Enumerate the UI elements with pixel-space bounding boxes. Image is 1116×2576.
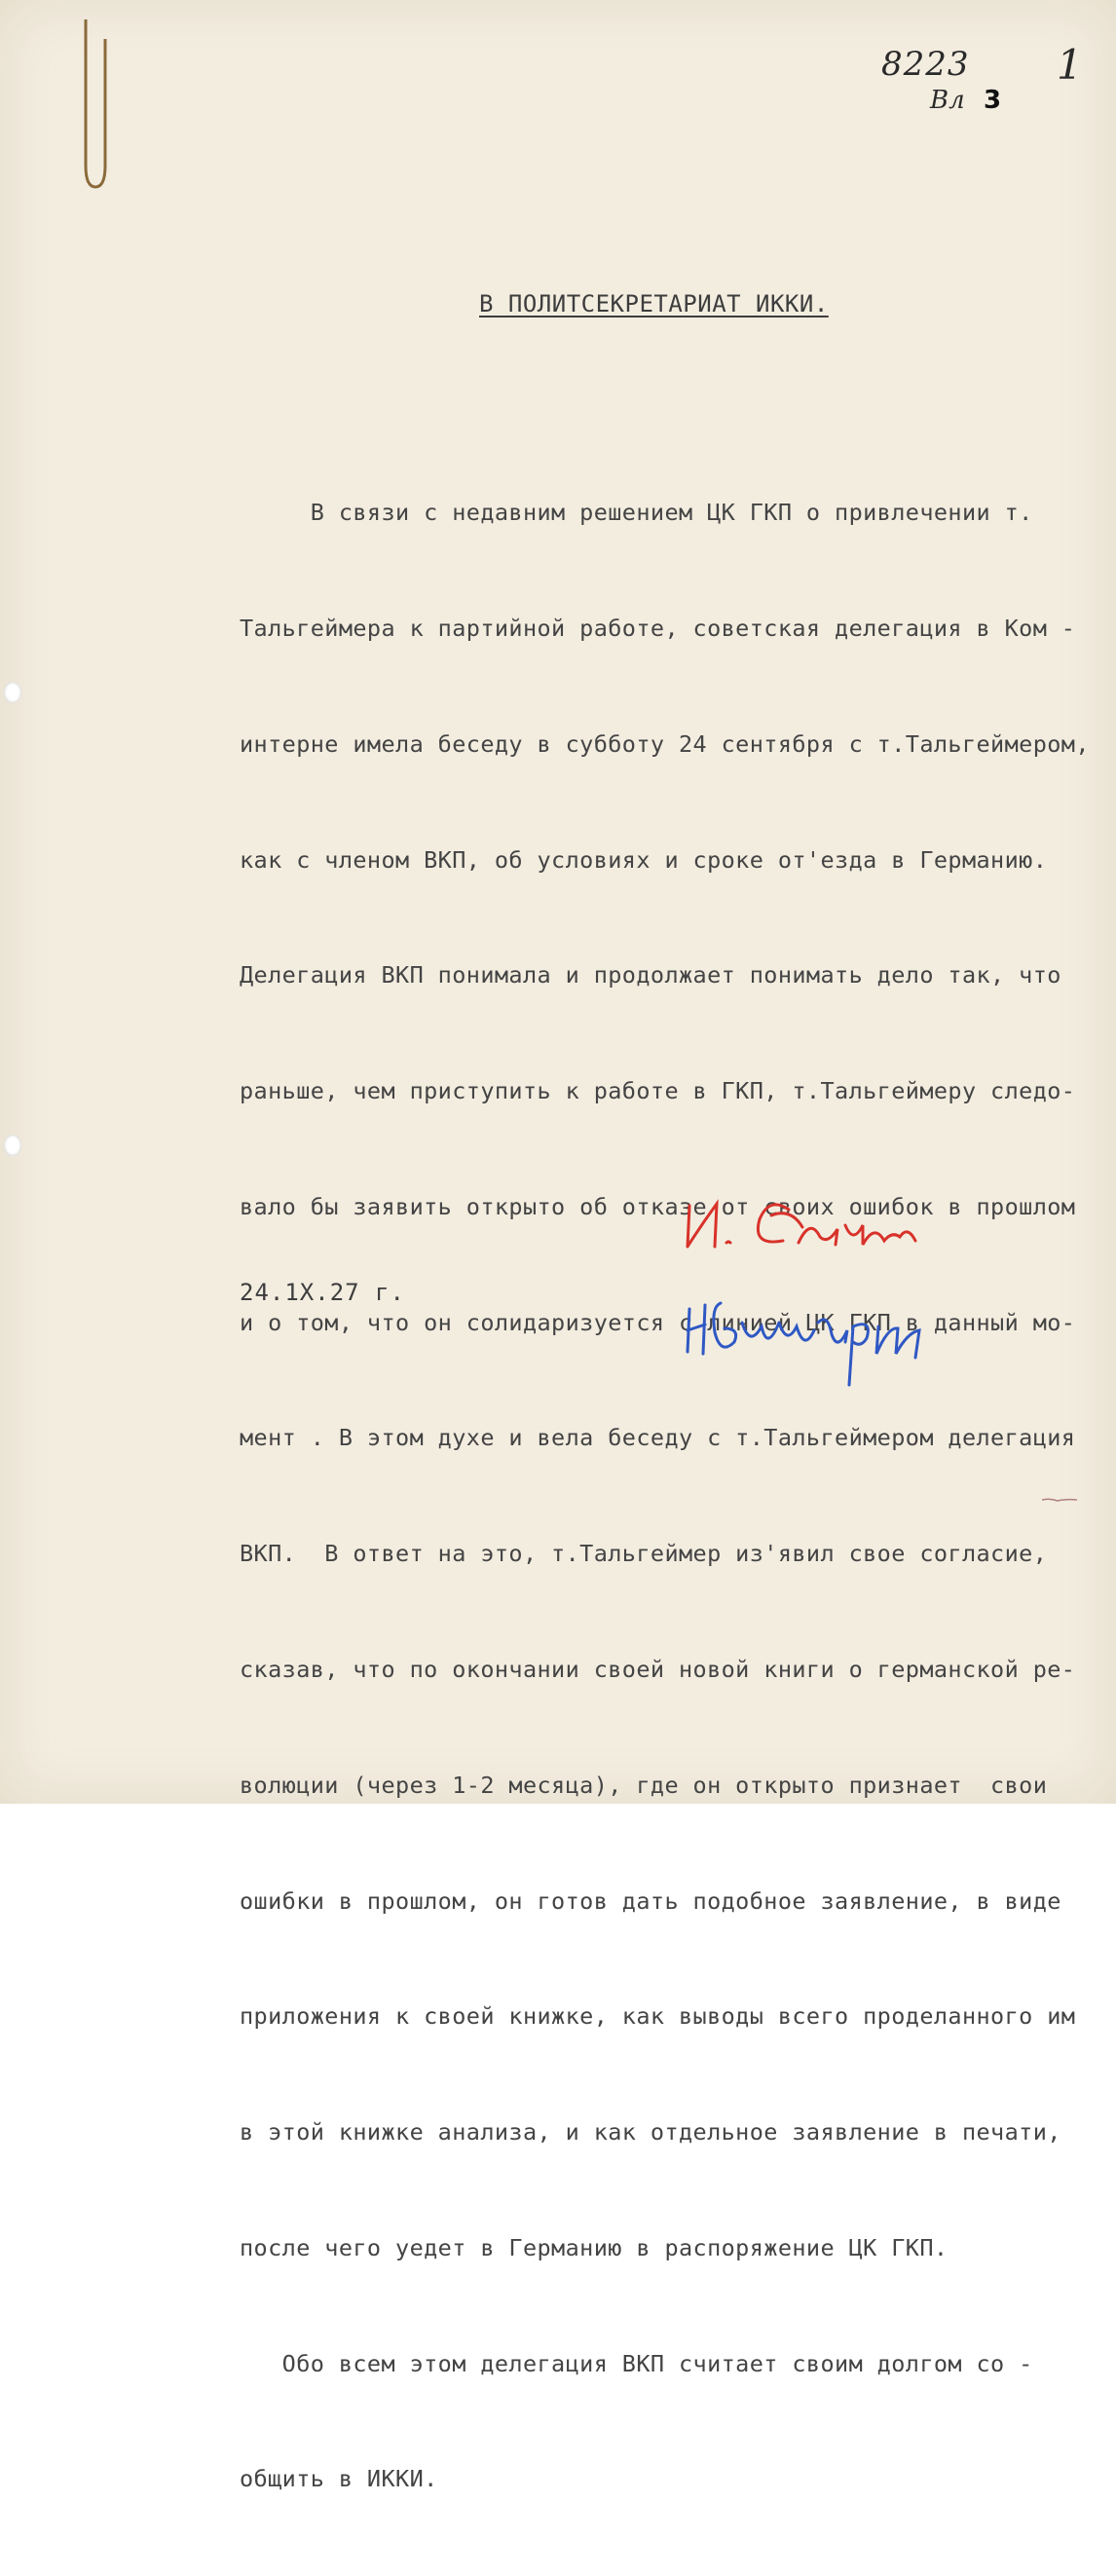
body-line: Тальгеймера к партийной работе, советская делегация в Ком - — [240, 614, 1076, 642]
body-line: вало бы заявить открыто об отказе от своих ошибок в прошлом — [240, 1192, 1076, 1220]
archive-volume-label: Вл — [930, 86, 965, 115]
body-line: сказав, что по окончании своей новой книги о германской ре- — [240, 1656, 1076, 1683]
signature-bukharin — [682, 1284, 935, 1391]
archive-number: 8223 — [881, 45, 970, 84]
page-number: 1 — [1057, 41, 1083, 89]
punch-hole — [4, 682, 21, 703]
body-line: раньше, чем приступить к работе в ГКП, т.Тальгеймеру следо- — [240, 1077, 1076, 1105]
letter-body — [240, 417, 1090, 2576]
body-line: интерне имела беседу в субботу 24 сентября с т.Тальгеймером, — [240, 729, 1090, 758]
body-line: после чего уедет в Германию в распоряжение ЦК ГКП. — [240, 2233, 949, 2261]
archive-volume-number: 3 — [984, 86, 1002, 115]
document-date: 24.1X.27 г. — [240, 1279, 405, 1306]
body-line: приложения к своей книжке, как выводы всего проделанного им — [240, 2002, 1076, 2031]
body-line: мент . В этом духе и вела беседу с т.Тальгеймером делегация — [240, 1424, 1076, 1452]
stain-mark — [1040, 1496, 1079, 1504]
body-line: как с членом ВКП, об условиях и сроке от'езда в Германию. — [240, 845, 1048, 874]
document-title: В ПОЛИТСЕКРЕТАРИАТ ИККИ. — [479, 290, 829, 317]
body-line: и о том, что он солидаризуется с линией ЦК ГКП в данный мо- — [240, 1308, 1076, 1336]
body-line: Делегация ВКП понимала и продолжает понимать дело так, что — [240, 961, 1061, 989]
punch-hole — [4, 1135, 21, 1156]
body-line: в этой книжке анализа, и как отдельное заявление в печати, — [240, 2118, 1061, 2147]
paperclip-icon — [76, 19, 111, 195]
signature-stalin — [682, 1186, 925, 1264]
body-line: волюции (через 1-2 месяца), где он открыто признает свои — [240, 1771, 1048, 1799]
body-line: В связи с недавним решением ЦК ГКП о привлечении т. — [240, 499, 1033, 527]
body-line: общить в ИККИ. — [240, 2465, 438, 2493]
body-line: Обо всем этом делегация ВКП считает своим долгом со - — [240, 2349, 1033, 2377]
body-line: ВКП. В ответ на это, т.Тальгеймер из'явил свое согласие, — [240, 1540, 1048, 1568]
body-line: ошибки в прошлом, он готов дать подобное заявление, в виде — [240, 1886, 1061, 1915]
